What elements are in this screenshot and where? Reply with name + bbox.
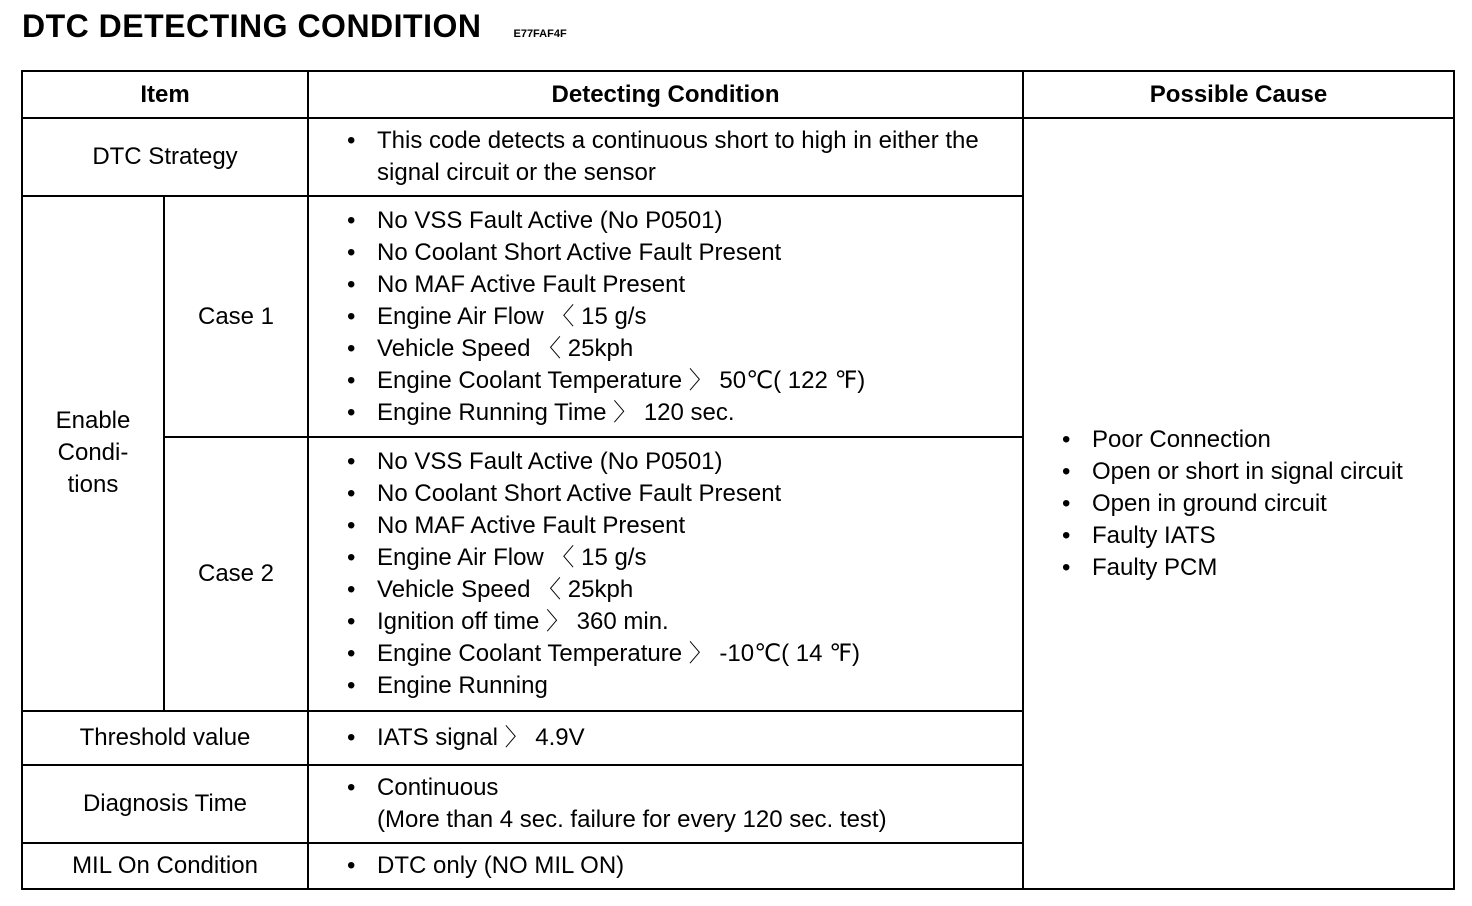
header [22,8,567,48]
list-item: • Poor Connection [1062,424,1453,456]
case1-conditions [308,196,1023,437]
diagnosis-conditions [308,765,1023,843]
list-item: • No Coolant Short Active Fault Present [347,478,1022,510]
enable-label: Enable Condi- tions [22,196,164,710]
list-item: • No VSS Fault Active (No P0501) [347,205,1022,237]
list-item: • Continuous [347,772,1022,804]
list-item: • Engine Running [347,670,1022,702]
case2-label: Case 2 [164,437,308,711]
list-item: • No VSS Fault Active (No P0501) [347,446,1022,478]
list-item: • Engine Air Flow 〈 15 g/s [347,301,1022,333]
list-item: • Faulty IATS [1062,520,1453,552]
table-row [22,118,1454,196]
threshold-label: Threshold value [22,711,308,765]
list-item: • Engine Coolant Temperature 〉 50℃( 122 ℉) [347,365,1022,397]
list-item: • No MAF Active Fault Present [347,269,1022,301]
list-item: • No MAF Active Fault Present [347,510,1022,542]
strategy-label: DTC Strategy [22,118,308,196]
list-item: • DTC only (NO MIL ON) [347,850,1022,882]
list-item: • Engine Coolant Temperature 〉 -10℃( 14 ℉) [347,638,1022,670]
header-cause: Possible Cause [1023,71,1454,118]
threshold-conditions [308,711,1023,765]
header-item: Item [22,71,308,118]
header-condition: Detecting Condition [308,71,1023,118]
case1-label: Case 1 [164,196,308,437]
strategy-conditions [308,118,1023,196]
diagnosis-label: Diagnosis Time [22,765,308,843]
list-item: • IATS signal 〉 4.9V [347,722,1022,754]
diagnosis-note: (More than 4 sec. failure for every 120 sec. test) [377,805,887,833]
mil-label: MIL On Condition [22,843,308,889]
list-item: • Vehicle Speed 〈 25kph [347,574,1022,606]
list-item: • Open or short in signal circuit [1062,456,1453,488]
document-code: E77FAF4F [513,28,567,40]
list-item: • No Coolant Short Active Fault Present [347,237,1022,269]
possible-causes [1023,118,1454,889]
list-item: • Engine Running Time 〉 120 sec. [347,397,1022,429]
table-header-row [22,71,1454,118]
list-item: • Engine Air Flow 〈 15 g/s [347,542,1022,574]
list-item: • Vehicle Speed 〈 25kph [347,333,1022,365]
list-item: • This code detects a continuous short to high in either the signal circuit or the sensor [347,125,1022,189]
list-item: • Open in ground circuit [1062,488,1453,520]
list-item: • Ignition off time 〉 360 min. [347,606,1022,638]
list-item: • Faulty PCM [1062,552,1453,584]
mil-conditions [308,843,1023,889]
dtc-table [21,70,1455,890]
page-title: DTC DETECTING CONDITION [22,8,482,44]
case2-conditions [308,437,1023,711]
